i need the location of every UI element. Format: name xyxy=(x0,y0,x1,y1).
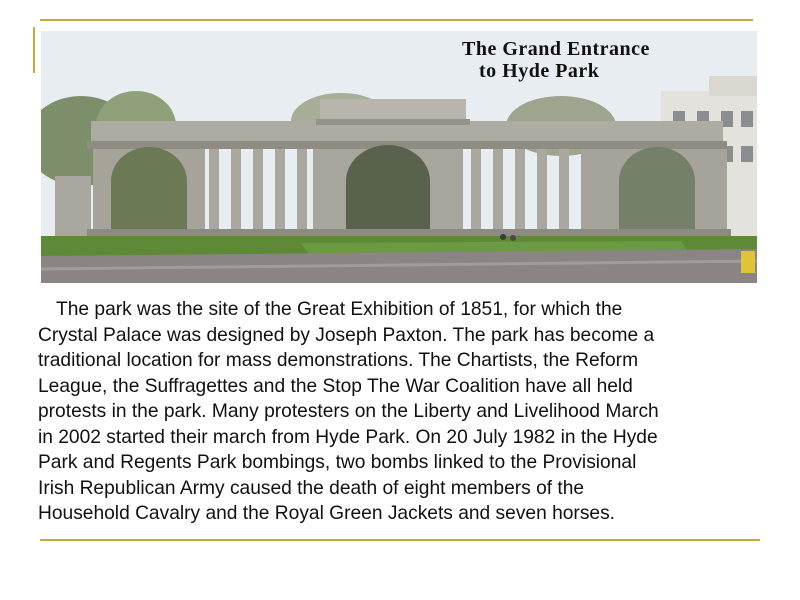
photo-caption-line-2: to Hyde Park xyxy=(479,60,600,82)
body-line: Irish Republican Army caused the death of eight members of the xyxy=(38,477,585,499)
photo-caption xyxy=(462,38,752,82)
body-line: The park was the site of the Great Exhibition of 1851, for which the xyxy=(56,299,623,320)
body-line: Household Cavalry and the Royal Green Jackets and seven horses. xyxy=(38,503,616,524)
body-line: traditional location for mass demonstrations. The Chartists, the Reform xyxy=(38,350,639,371)
body-line: protests in the park. Many protesters on the Liberty and Livelihood March xyxy=(38,401,659,422)
decorative-left-rule xyxy=(33,27,35,73)
body-line: League, the Suffragettes and the Stop The War Coalition have all held xyxy=(38,375,633,397)
decorative-top-rule xyxy=(40,19,753,21)
photo-caption-line-1: The Grand Entrance xyxy=(462,38,650,60)
body-line: in 2002 started their march from Hyde Park. On 20 July 1982 in the Hyde xyxy=(38,426,658,448)
body-line: Crystal Palace was designed by Joseph Paxton. The park has become a xyxy=(38,324,655,346)
decorative-bottom-rule xyxy=(40,539,760,541)
body-paragraph xyxy=(38,297,798,527)
body-line: Park and Regents Park bombings, two bombs linked to the Provisional xyxy=(38,452,637,473)
